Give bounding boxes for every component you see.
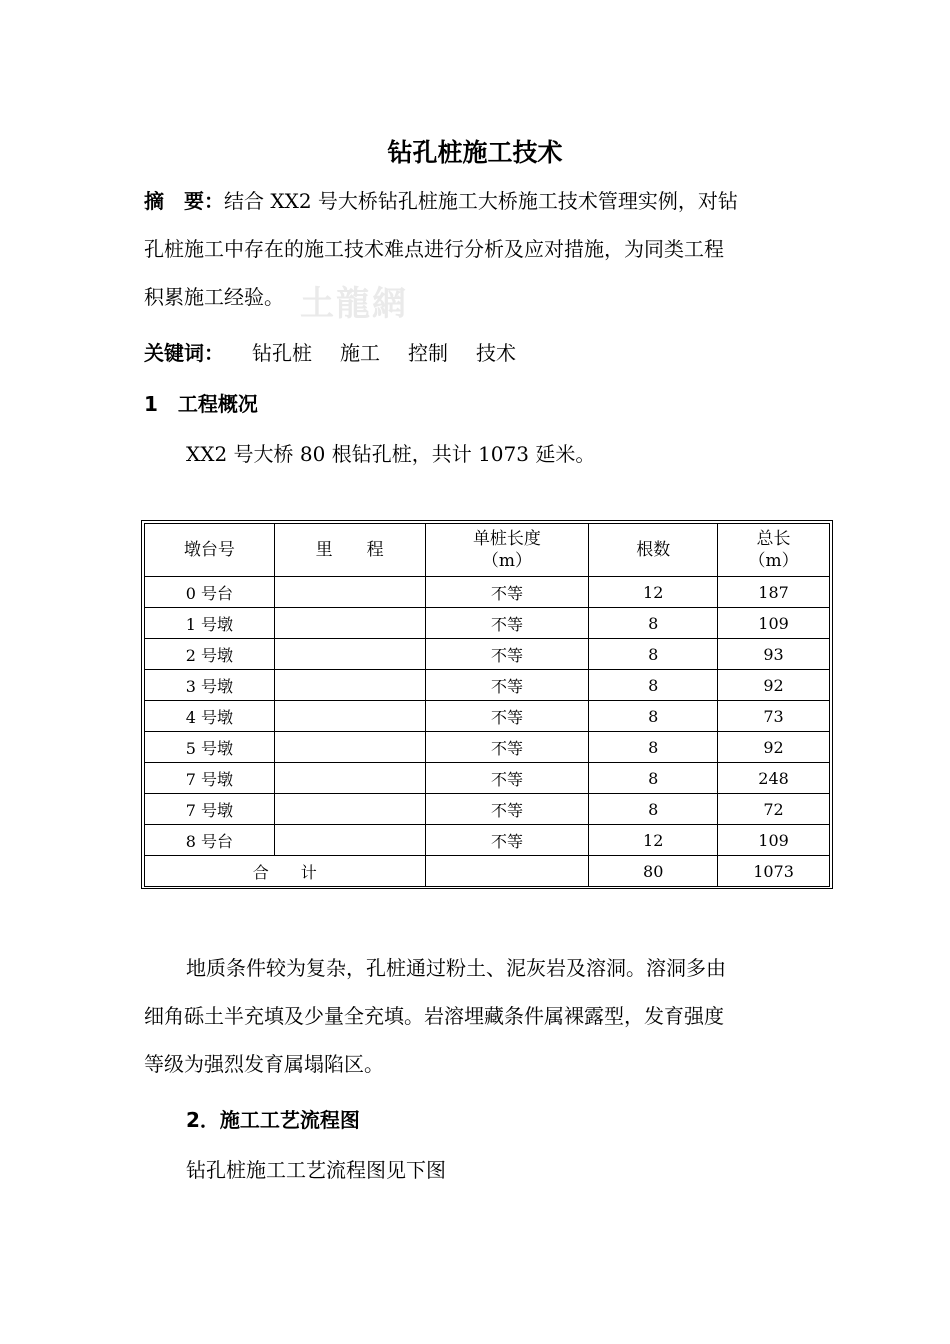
cell-count: 8 (589, 763, 718, 794)
cell-total-length: 72 (718, 794, 830, 825)
cell-pier: 8 号台 (145, 825, 275, 856)
cell-count: 8 (589, 639, 718, 670)
table-row (145, 701, 830, 732)
section-2-heading: 2．施工工艺流程图 (186, 1108, 360, 1132)
cell-total-length: 73 (718, 701, 830, 732)
cell-count: 8 (589, 608, 718, 639)
geology-line-2: 细角砾土半充填及少量全充填。岩溶埋藏条件属裸露型，发育强度 (144, 1004, 724, 1028)
pile-table-frame (141, 520, 833, 889)
cell-count: 8 (589, 794, 718, 825)
table-row (145, 639, 830, 670)
cell-pier: 2 号墩 (145, 639, 275, 670)
cell-pile-length: 不等 (425, 825, 589, 856)
table-row (145, 732, 830, 763)
cell-total-length: 109 (718, 825, 830, 856)
cell-pier: 7 号墩 (145, 794, 275, 825)
abstract-line-1: 结合 XX2 号大桥钻孔桩施工大桥施工技术管理实例，对钻 (224, 189, 738, 213)
cell-chainage (274, 608, 425, 639)
cell-pier: 0 号台 (145, 577, 275, 608)
cell-chainage (274, 670, 425, 701)
cell-total-length: 187 (718, 577, 830, 608)
cell-chainage (274, 639, 425, 670)
cell-chainage (274, 577, 425, 608)
cell-pier: 5 号墩 (145, 732, 275, 763)
keyword-term: 技术 (476, 341, 516, 365)
keywords-label: 关键词： (144, 341, 224, 365)
abstract-line-2: 孔桩施工中存在的施工技术难点进行分析及应对措施，为同类工程 (144, 237, 724, 261)
keyword-term: 钻孔桩 (252, 341, 312, 365)
cell-pier: 3 号墩 (145, 670, 275, 701)
geology-line-3: 等级为强烈发育属塌陷区。 (144, 1052, 384, 1076)
header-count: 根数 (589, 524, 718, 577)
watermark-logo: 土龍網 (300, 284, 408, 324)
cell-pile-length: 不等 (425, 794, 589, 825)
section-1-summary: XX2 号大桥 80 根钻孔桩，共计 1073 延米。 (186, 442, 596, 466)
cell-total-length: 92 (718, 670, 830, 701)
cell-count: 8 (589, 732, 718, 763)
cell-chainage (274, 794, 425, 825)
table-row (145, 608, 830, 639)
document-title: 钻孔桩施工技术 (387, 138, 563, 167)
cell-pile-length: 不等 (425, 577, 589, 608)
geology-paragraph (144, 944, 810, 1088)
keyword-term: 控制 (408, 341, 448, 365)
table-total-row (145, 856, 830, 887)
total-sum: 1073 (718, 856, 830, 887)
cell-total-length: 92 (718, 732, 830, 763)
total-count: 80 (589, 856, 718, 887)
table-row (145, 577, 830, 608)
table-row (145, 794, 830, 825)
header-chainage: 里 程 (274, 524, 425, 577)
cell-chainage (274, 732, 425, 763)
geology-line-1: 地质条件较为复杂，孔桩通过粉土、泥灰岩及溶洞。溶洞多由 (186, 956, 726, 980)
total-length-cell (425, 856, 589, 887)
cell-count: 8 (589, 701, 718, 732)
abstract-line-3: 积累施工经验。 (144, 285, 284, 309)
pile-table (144, 523, 830, 887)
section-1-heading: 1 工程概况 (144, 392, 258, 416)
cell-chainage (274, 763, 425, 794)
table-row (145, 825, 830, 856)
cell-pile-length: 不等 (425, 732, 589, 763)
cell-total-length: 109 (718, 608, 830, 639)
section-2-text: 钻孔桩施工工艺流程图见下图 (186, 1158, 446, 1182)
keyword-term: 施工 (340, 341, 380, 365)
cell-pile-length: 不等 (425, 763, 589, 794)
table-header-row (145, 524, 830, 577)
cell-pier: 7 号墩 (145, 763, 275, 794)
table-row (145, 763, 830, 794)
keywords (144, 337, 516, 366)
header-pile-length: 单桩长度 （m） (425, 524, 589, 577)
table-row (145, 670, 830, 701)
cell-chainage (274, 825, 425, 856)
abstract (144, 177, 810, 321)
total-label: 合 计 (145, 856, 426, 887)
cell-pier: 1 号墩 (145, 608, 275, 639)
cell-pile-length: 不等 (425, 608, 589, 639)
cell-count: 8 (589, 670, 718, 701)
cell-pile-length: 不等 (425, 670, 589, 701)
cell-count: 12 (589, 825, 718, 856)
cell-count: 12 (589, 577, 718, 608)
cell-pier: 4 号墩 (145, 701, 275, 732)
cell-pile-length: 不等 (425, 701, 589, 732)
header-total-length: 总长 （m） (718, 524, 830, 577)
abstract-label: 摘 要： (144, 189, 224, 213)
cell-total-length: 248 (718, 763, 830, 794)
cell-total-length: 93 (718, 639, 830, 670)
cell-pile-length: 不等 (425, 639, 589, 670)
header-pier: 墩台号 (145, 524, 275, 577)
cell-chainage (274, 701, 425, 732)
